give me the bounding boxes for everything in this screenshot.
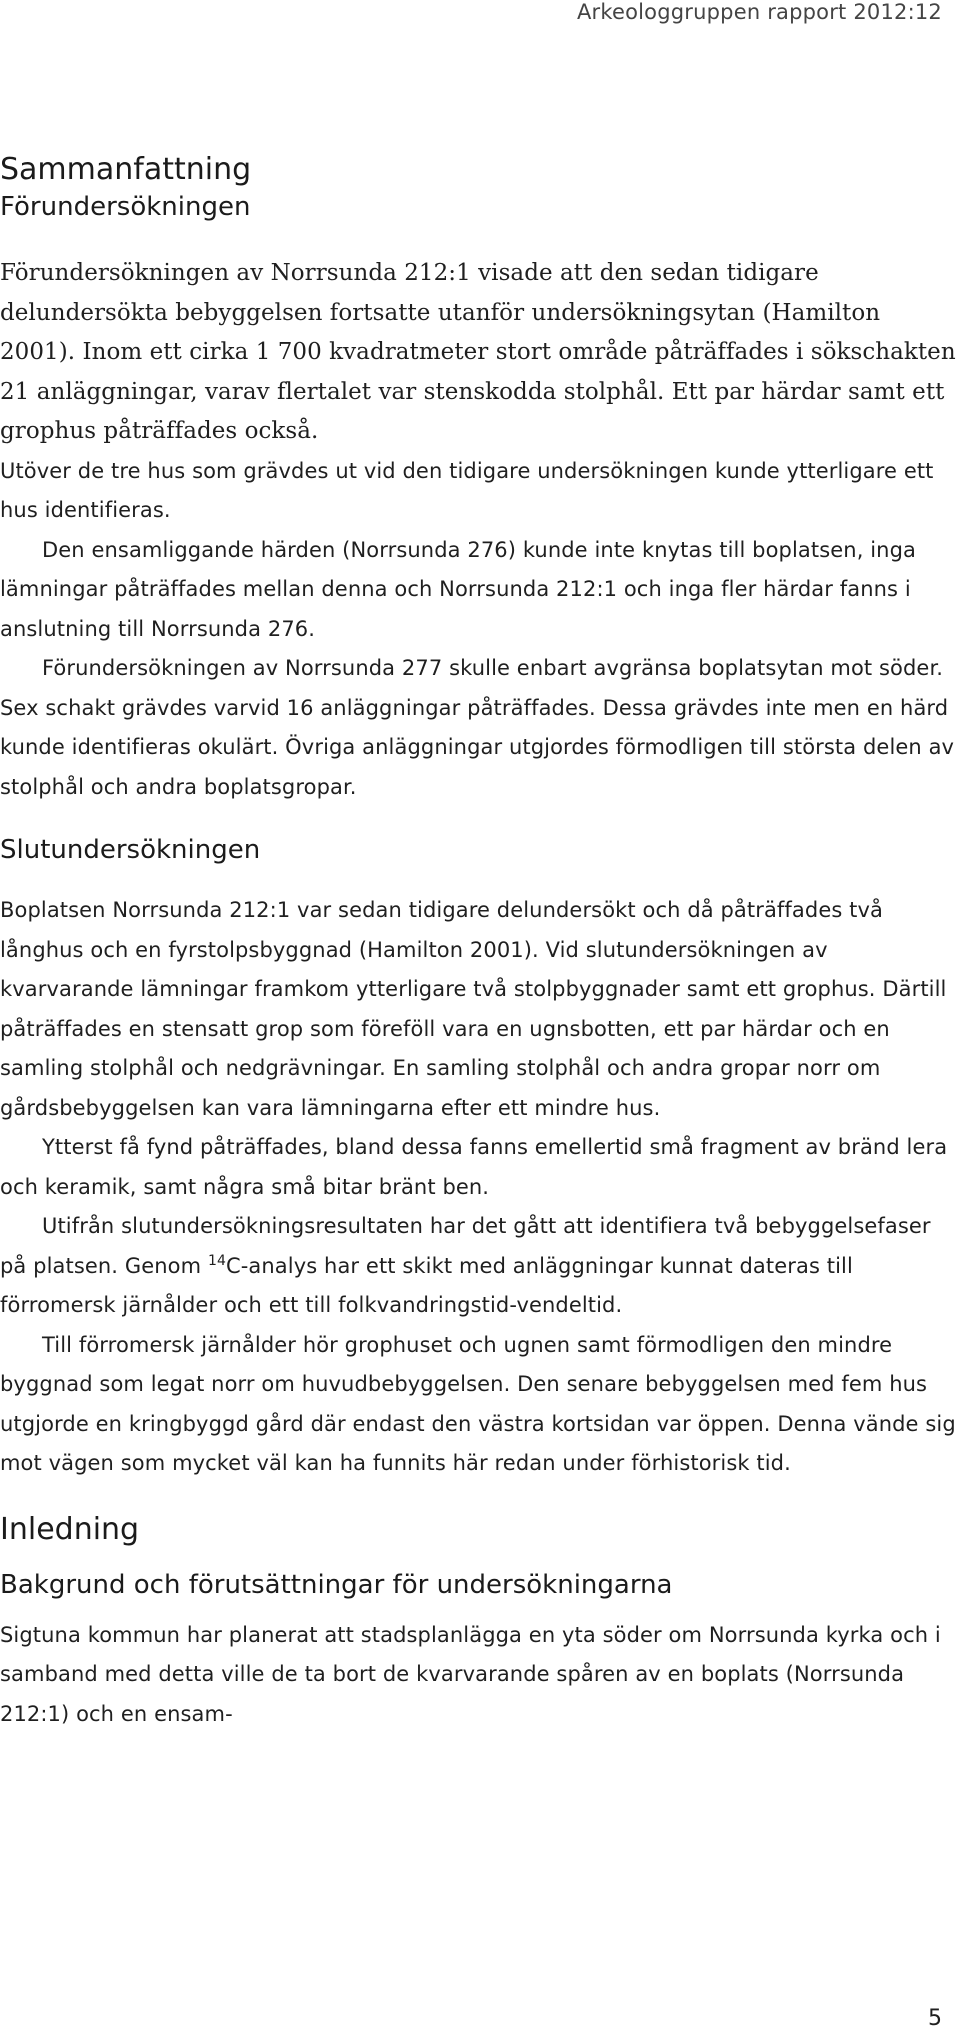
final-paragraph-3 <box>0 1207 960 1326</box>
final-paragraph-2: Ytterst få fynd påträffades, bland dessa fanns emellertid små fragment av bränd lera och keramik, samt några små bitar bränt ben. <box>0 1135 948 1199</box>
final-investigation-heading: Slutundersökningen <box>0 835 261 865</box>
preliminary-paragraph-1b: Utöver de tre hus som grävdes ut vid den tidigare undersökningen kunde ytterligare ett hus identifieras. <box>0 458 934 522</box>
background-heading: Bakgrund och förutsättningar för undersökningarna <box>0 1569 673 1600</box>
final-paragraph-3-before: Utifrån slutundersökningsresultaten har det gått att identifiera två bebyggelsefaser på platsen. Genom <box>0 1214 931 1278</box>
introduction-heading: Inledning <box>0 1511 140 1547</box>
preliminary-paragraph-3: Förundersökningen av Norrsunda 277 skulle enbart avgränsa boplatsytan mot söder. Sex schakt grävdes varvid 16 anläggningar påträffades. Dessa grävdes inte men en härd kunde identifieras okulärt. Övriga anläggningar utgjordes förmodligen till största delen av stolphål och andra boplatsgropar. <box>0 656 955 799</box>
preliminary-investigation-heading: Förundersökningen <box>0 192 251 222</box>
final-investigation-section <box>0 833 960 1484</box>
final-paragraph-3-after: C-analys har ett skikt med anläggningar kunnat dateras till förromersk järnålder och ett till folkvandringstid-vendeltid. <box>0 1253 853 1317</box>
introduction-paragraph-1: Sigtuna kommun har planerat att stadsplanlägga en yta söder om Norrsunda kyrka och i samband med detta ville de ta bort de kvarvarande spåren av en boplats (Norrsunda 212:1) och en ensam- <box>0 1622 941 1726</box>
carbon-14-superscript: 14 <box>207 1252 226 1269</box>
preliminary-investigation-text <box>0 254 960 807</box>
preliminary-paragraph-2: Den ensamliggande härden (Norrsunda 276) kunde inte knytas till boplatsen, inga lämningar påträffades mellan denna och Norrsunda 212:1 och inga fler härdar fanns i anslutning till Norrsunda 276. <box>0 537 916 641</box>
introduction-section <box>0 1510 960 1735</box>
document-content <box>0 150 960 1734</box>
final-paragraph-1: Boplatsen Norrsunda 212:1 var sedan tidigare delundersökt och då påträffades två långhus och en fyrstolpsbyggnad (Hamilton 2001). Vid slutundersökningen av kvarvarande lämningar framkom ytterligare två stolpbyggnader samt ett grophus. Därtill påträffades en stensatt grop som föreföll vara en ugnsbotten, ett par härdar och en samling stolphål och nedgrävningar. En samling stolphål och andra gropar norr om gårdsbebyggelsen kan vara lämningarna efter ett mindre hus. <box>0 898 947 1120</box>
summary-section <box>0 150 960 807</box>
running-header: Arkeologgruppen rapport 2012:12 <box>576 0 942 24</box>
final-paragraph-4: Till förromersk järnålder hör grophuset och ugnen samt förmodligen den mindre byggnad som legat norr om huvudbebyggelsen. Den senare bebyggelsen med fem hus utgjorde en kringbyggd gård där endast den västra kortsidan var öppen. Denna vände sig mot vägen som mycket väl kan ha funnits här redan under förhistorisk tid. <box>0 1332 956 1475</box>
final-investigation-text <box>0 891 960 1484</box>
summary-heading: Sammanfattning <box>0 152 252 187</box>
introduction-text <box>0 1616 960 1735</box>
preliminary-paragraph-1a: Förundersökningen av Norrsunda 212:1 visade att den sedan tidigare delundersökta bebyggelsen fortsatte utanför undersökningsytan (Hamilton 2001). Inom ett cirka 1 700 kvadratmeter stort område påträffades i sökschakten 21 anläggningar, varav flertalet var stenskodda stolphål. Ett par härdar samt ett grophus påträffades också. <box>0 260 956 444</box>
page-number: 5 <box>928 2006 942 2031</box>
